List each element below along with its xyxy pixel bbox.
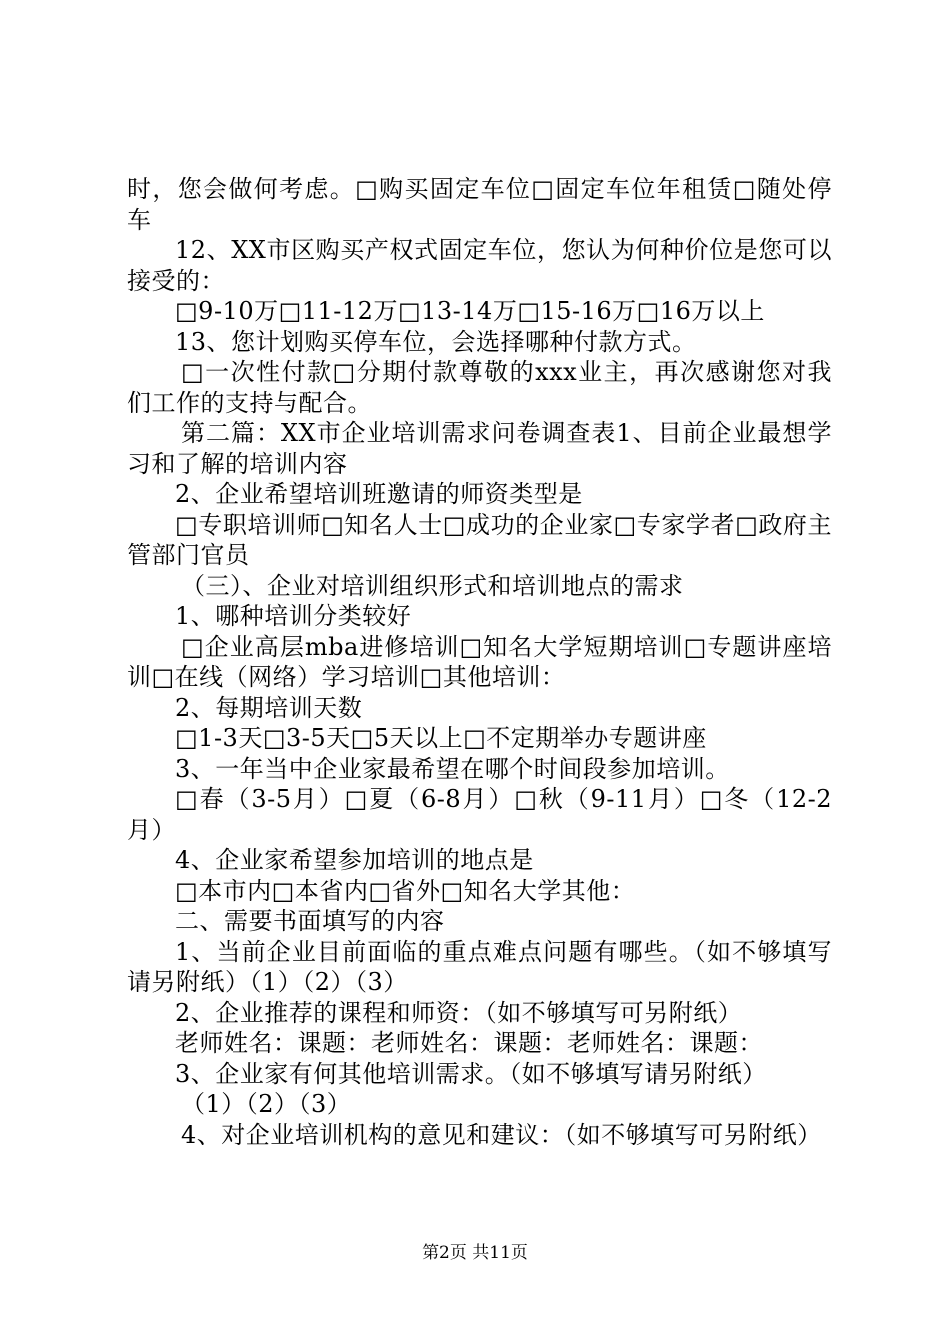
paragraph: 2、每期培训天数 — [175, 693, 363, 722]
paragraph: □1-3天□3-5天□5天以上□不定期举办专题讲座 — [175, 724, 707, 752]
page-number-footer: 第2页 共11页 — [422, 1243, 528, 1263]
paragraph: 3、企业家有何其他培训需求。（如不够填写请另附纸） — [175, 1059, 767, 1088]
paragraph: （1）（2）（3） — [181, 1090, 352, 1118]
paragraph: □本市内□本省内□省外□知名大学其他： — [175, 876, 636, 905]
paragraph: 1、当前企业目前面临的重点难点问题有哪些。（如不够填写请另附纸）（1）（2）（3） — [127, 937, 832, 996]
paragraph: 12、XX市区购买产权式固定车位，您认为何种价位是您可以接受的： — [127, 236, 832, 295]
paragraph: 4、企业家希望参加培训的地点是 — [175, 846, 534, 874]
paragraph: 3、一年当中企业家最希望在哪个时间段参加培训。 — [175, 754, 730, 783]
paragraph: 1、哪种培训分类较好 — [175, 602, 412, 630]
section-heading: 二、需要书面填写的内容 — [175, 907, 445, 935]
paragraph: 老师姓名：课题：老师姓名：课题：老师姓名：课题： — [175, 1029, 763, 1057]
paragraph: □企业高层mba进修培训□知名大学短期培训□专题讲座培训□在线（网络）学习培训□其他培训： — [127, 632, 832, 691]
paragraph: □春（3-5月）□夏（6-8月）□秋（9-11月）□冬（12-2月） — [127, 785, 832, 844]
paragraph: 13、您计划购买停车位，会选择哪种付款方式。 — [175, 327, 697, 356]
paragraph: 4、对企业培训机构的意见和建议：（如不够填写可另附纸） — [181, 1120, 822, 1149]
paragraph: 时，您会做何考虑。□购买固定车位□固定车位年租赁□随处停车 — [127, 175, 832, 234]
paragraph: □一次性付款□分期付款尊敬的xxx业主，再次感谢您对我们工作的支持与配合。 — [127, 358, 832, 417]
paragraph: 第二篇：XX市企业培训需求问卷调查表1、目前企业最想学习和了解的培训内容 — [127, 419, 832, 478]
paragraph: 2、企业推荐的课程和师资：（如不够填写可另附纸） — [175, 998, 743, 1027]
paragraph: □9-10万□11-12万□13-14万□15-16万□16万以上 — [175, 297, 765, 325]
paragraph: □专职培训师□知名人士□成功的企业家□专家学者□政府主管部门官员 — [127, 510, 832, 569]
paragraph: 2、企业希望培训班邀请的师资类型是 — [175, 480, 583, 508]
section-heading: （三）、企业对培训组织形式和培训地点的需求 — [181, 571, 684, 600]
document-body — [127, 174, 832, 1150]
